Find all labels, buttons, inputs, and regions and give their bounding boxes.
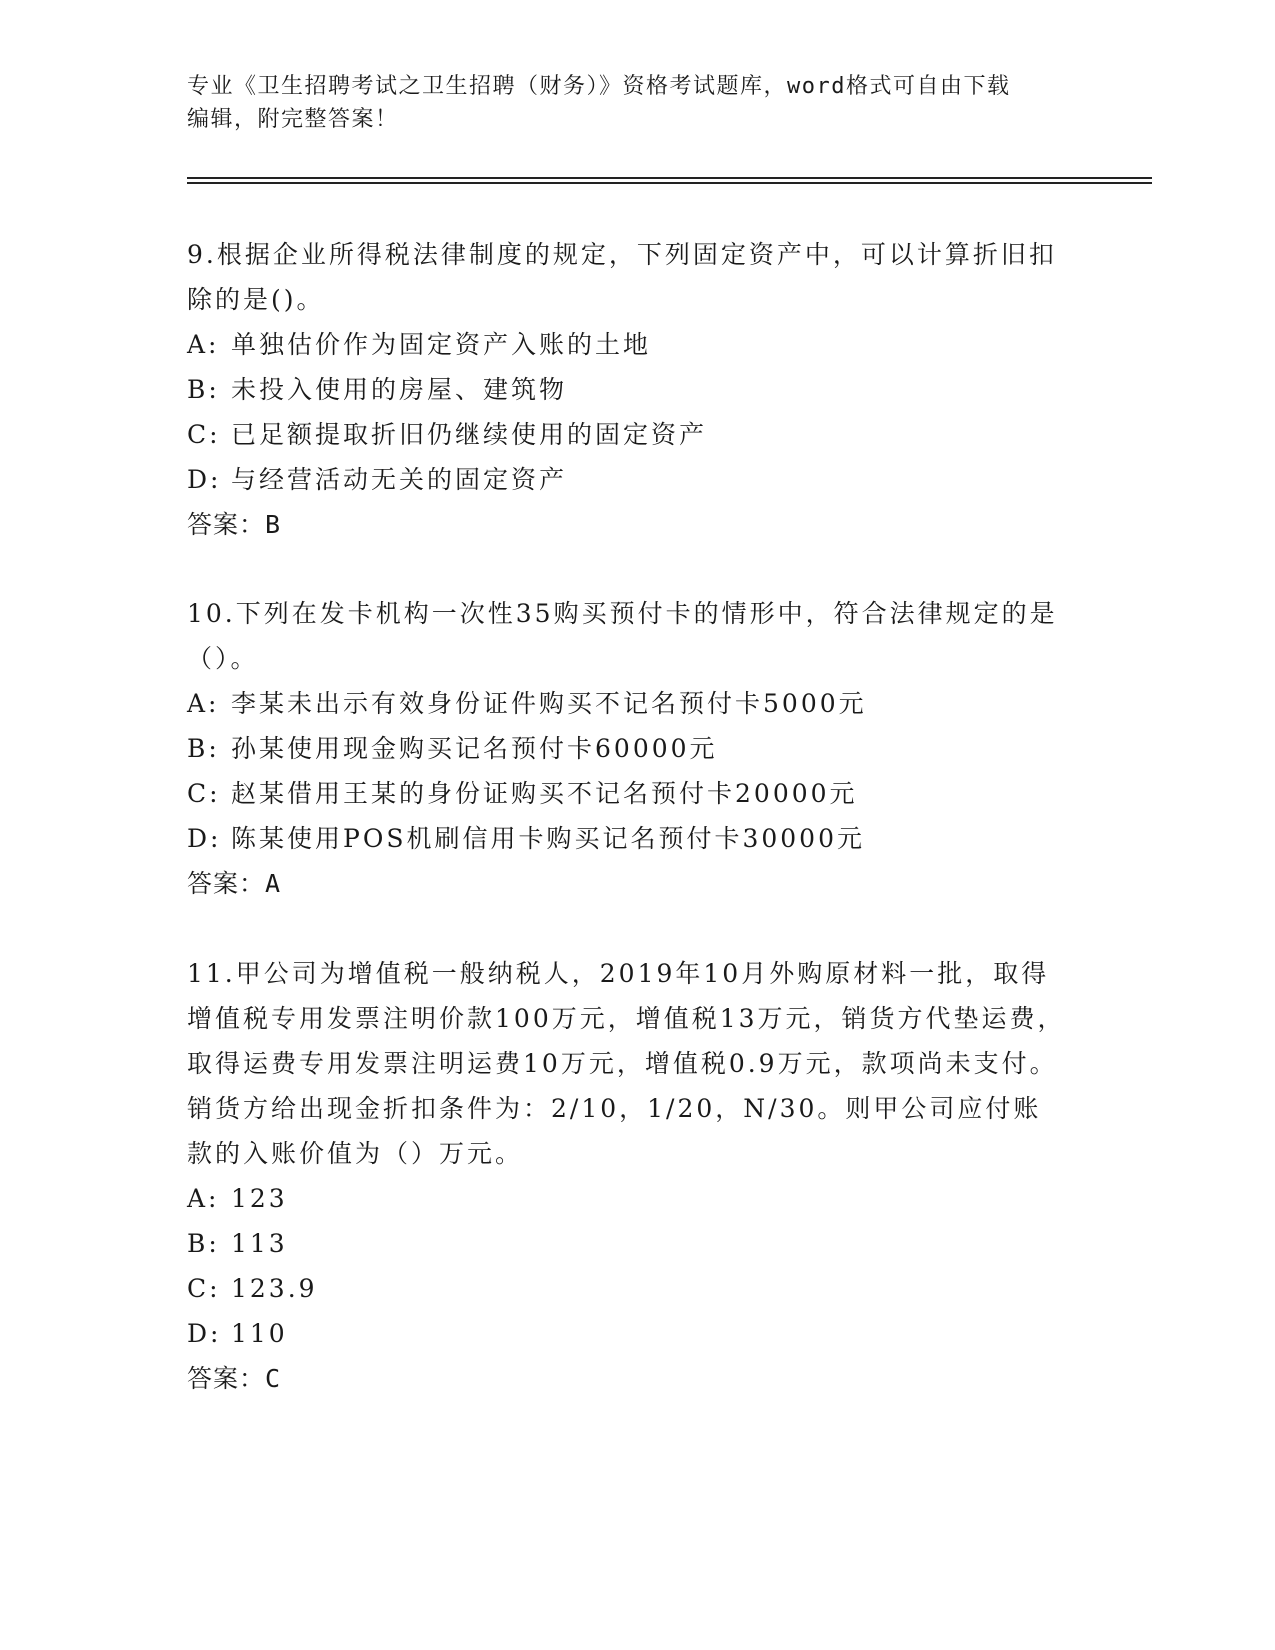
answer-label: 答案： xyxy=(187,510,266,539)
option-text: 未投入使用的房屋、建筑物 xyxy=(231,375,568,404)
option-d xyxy=(187,1311,1067,1356)
option-c xyxy=(187,1266,1067,1311)
option-key: A: xyxy=(187,330,220,359)
option-key: B: xyxy=(187,1229,220,1258)
answer-label: 答案： xyxy=(187,869,266,898)
option-text: 李某未出示有效身份证件购买不记名预付卡5000元 xyxy=(231,689,867,718)
answer-value: B xyxy=(265,510,282,539)
option-text: 已足额提取折旧仍继续使用的固定资产 xyxy=(231,420,708,449)
option-key: D: xyxy=(187,1319,222,1348)
question-text: 11.甲公司为增值税一般纳税人，2019年10月外购原材料一批，取得增值税专用发票注明价款100万元，增值税13万元，销货方代垫运费，取得运费专用发票注明运费10万元，增值税0.9万元，款项尚未支付。销货方给出现金折扣条件为：2/10，1/20，N/30。则甲公司应付账款的入账价值为（）万元。 xyxy=(187,959,1066,1168)
option-a xyxy=(187,1176,1067,1221)
option-d xyxy=(187,457,1067,502)
answer-line xyxy=(187,861,1067,906)
option-key: B: xyxy=(187,375,220,404)
question-9 xyxy=(187,232,1067,547)
option-key: C: xyxy=(187,420,221,449)
answer-value: A xyxy=(265,869,282,898)
option-text: 113 xyxy=(231,1229,288,1258)
option-a xyxy=(187,322,1067,367)
answer-line xyxy=(187,502,1067,547)
option-key: D: xyxy=(187,465,222,494)
option-b xyxy=(187,367,1067,412)
option-c xyxy=(187,412,1067,457)
document-header xyxy=(187,70,1067,136)
answer-value: C xyxy=(265,1364,282,1393)
answer-line xyxy=(187,1356,1067,1401)
option-text: 123.9 xyxy=(231,1274,318,1303)
option-b xyxy=(187,1221,1067,1266)
option-key: C: xyxy=(187,1274,221,1303)
option-text: 110 xyxy=(231,1319,288,1348)
question-10 xyxy=(187,591,1067,906)
header-divider-top xyxy=(187,177,1152,179)
option-key: C: xyxy=(187,779,221,808)
option-text: 孙某使用现金购买记名预付卡60000元 xyxy=(231,734,718,763)
option-text: 单独估价作为固定资产入账的土地 xyxy=(231,330,652,359)
question-11 xyxy=(187,951,1067,1401)
option-c xyxy=(187,771,1067,816)
option-text: 陈某使用POS机刷信用卡购买记名预付卡30000元 xyxy=(231,824,865,853)
option-text: 赵某借用王某的身份证购买不记名预付卡20000元 xyxy=(231,779,858,808)
option-d xyxy=(187,816,1067,861)
option-text: 123 xyxy=(231,1184,288,1213)
option-b xyxy=(187,726,1067,771)
option-a xyxy=(187,681,1067,726)
option-text: 与经营活动无关的固定资产 xyxy=(231,465,568,494)
option-key: B: xyxy=(187,734,220,763)
header-divider-bottom xyxy=(187,182,1152,184)
question-text: 10.下列在发卡机构一次性35购买预付卡的情形中，符合法律规定的是（）。 xyxy=(187,599,1058,673)
option-key: A: xyxy=(187,1184,220,1213)
option-key: A: xyxy=(187,689,220,718)
option-key: D: xyxy=(187,824,222,853)
answer-label: 答案： xyxy=(187,1364,266,1393)
header-line-2: 编辑，附完整答案！ xyxy=(187,107,399,132)
question-text: 9.根据企业所得税法律制度的规定，下列固定资产中，可以计算折旧扣除的是()。 xyxy=(187,240,1057,314)
header-line-1: 专业《卫生招聘考试之卫生招聘（财务）》资格考试题库，word格式可自由下载 xyxy=(187,74,1011,99)
